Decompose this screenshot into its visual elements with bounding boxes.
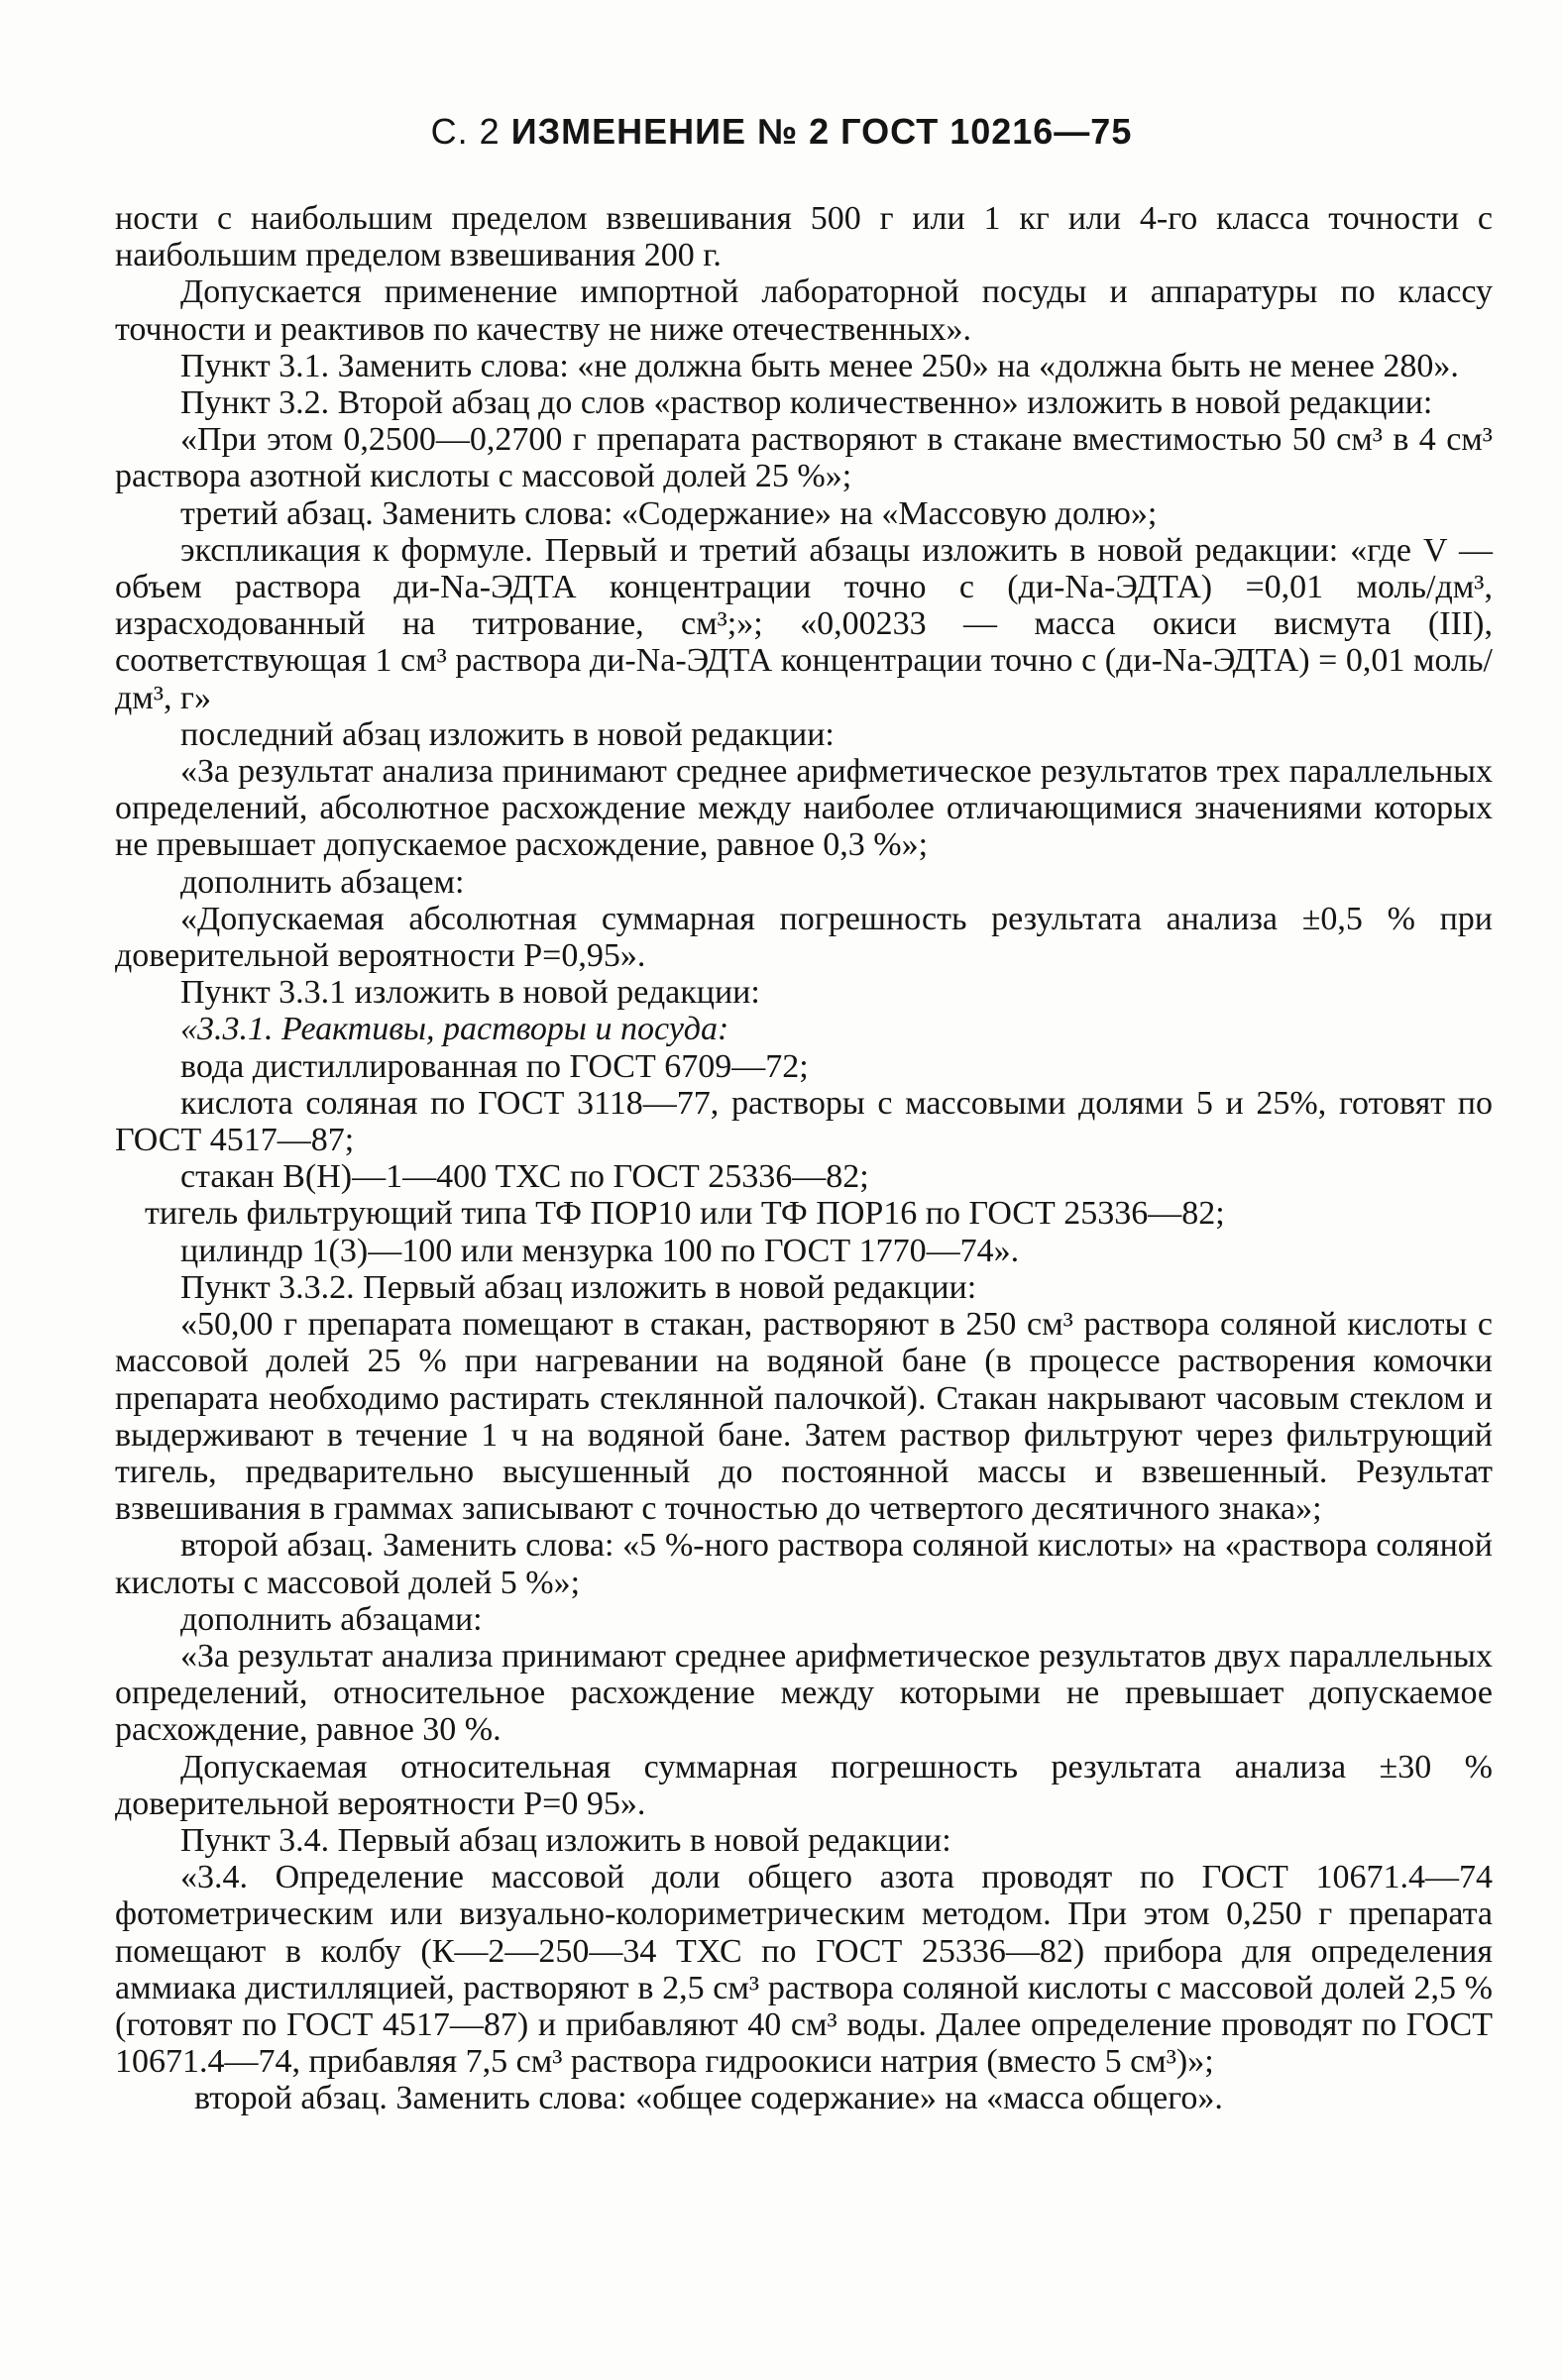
- paragraph: экспликация к формуле. Первый и третий абзацы изложить в новой редакции: «где V — объем раствора ди-Na-ЭДТА концентрации точно c (ди-Na-ЭДТА) =0,01 моль/дм³, израсходованный на титрование, см³;»; «0,00233 — масса окиси висмута (III), соответствующая 1 см³ раствора ди-Na-ЭДТА концентрации точно c (ди-Na-ЭДТА) = 0,01 моль/дм³, г»: [115, 531, 1493, 716]
- paragraph: «50,00 г препарата помещают в стакан, растворяют в 250 см³ раствора соляной кислоты с массовой долей 25 % при нагревании на водяной бане (в процессе растворения комочки препарата необходимо растирать стеклянной палочкой). Стакан накрывают часовым стеклом и выдерживают в течение 1 ч на водяной бане. Затем раствор фильтруют через фильтрующий тигель, предварительно высушенный до постоянной массы и взвешенный. Результат взвешивания в граммах записывают с точностью до четвертого десятичного знака»;: [115, 1306, 1493, 1528]
- paragraph: Допускается применение импортной лабораторной посуды и аппаратуры по классу точности и реактивов по качеству не ниже отечественных».: [115, 273, 1493, 348]
- paragraph: стакан В(Н)—1—400 ТХС по ГОСТ 25336—82;: [180, 1158, 869, 1196]
- paragraph: тигель фильтрующий типа ТФ ПОР10 или ТФ ПОР16 по ГОСТ 25336—82;: [145, 1195, 1225, 1233]
- paragraph: «3.3.1. Реактивы, растворы и посуда:: [180, 1011, 729, 1048]
- paragraph: последний абзац изложить в новой редакции:: [180, 715, 835, 753]
- paragraph: ности с наибольшим пределом взвешивания 500 г или 1 кг или 4-го класса точности с наибольшим пределом взвешивания 200 г.: [115, 200, 1493, 274]
- paragraph: «За результат анализа принимают среднее арифметическое результатов трех параллельных определений, абсолютное расхождение между наиболее отличающимися значениями которых не превышает допускаемое расхождение, равное 0,3 %»;: [115, 753, 1493, 864]
- paragraph: «За результат анализа принимают среднее арифметическое результатов двух параллельных определений, относительное расхождение между которыми не превышает допускаемое расхождение, равное 30 %.: [115, 1637, 1493, 1749]
- paragraph: Пункт 3.3.2. Первый абзац изложить в новой редакции:: [180, 1268, 977, 1306]
- page-title: ИЗМЕНЕНИЕ № 2 ГОСТ 10216—75: [510, 111, 1133, 152]
- page-header: [0, 111, 1563, 153]
- paragraph: Пункт 3.3.1 изложить в новой редакции:: [180, 974, 760, 1012]
- paragraph: второй абзац. Заменить слова: «5 %-ного раствора соляной кислоты» на «раствора соляной кислоты с массовой долей 5 %»;: [115, 1527, 1493, 1601]
- paragraph: второй абзац. Заменить слова: «общее содержание» на «масса общего».: [194, 2080, 1223, 2117]
- paragraph: Пункт 3.4. Первый абзац изложить в новой редакции:: [180, 1821, 951, 1859]
- paragraph: «Допускаемая абсолютная суммарная погрешность результата анализа ±0,5 % при доверительной вероятности P=0,95».: [115, 900, 1493, 975]
- paragraph: третий абзац. Заменить слова: «Содержание» на «Массовую долю»;: [180, 494, 1158, 532]
- paragraph: дополнить абзацами:: [180, 1600, 483, 1638]
- document-body: [115, 200, 1493, 2117]
- paragraph: дополнить абзацем:: [180, 863, 465, 901]
- paragraph: Пункт 3.1. Заменить слова: «не должна быть менее 250» на «должна быть не менее 280».: [180, 347, 1459, 384]
- paragraph: Пункт 3.2. Второй абзац до слов «раствор количественно» изложить в новой редакции:: [180, 384, 1433, 422]
- paragraph: «При этом 0,2500—0,2700 г препарата растворяют в стакане вместимостью 50 см³ в 4 см³ раствора азотной кислоты с массовой долей 25 %»;: [115, 421, 1493, 495]
- paragraph: кислота соляная по ГОСТ 3118—77, растворы с массовыми долями 5 и 25%, готовят по ГОСТ 4517—87;: [115, 1084, 1493, 1159]
- paragraph: Допускаемая относительная суммарная погрешность результата анализа ±30 % доверительной вероятности P=0 95».: [115, 1748, 1493, 1822]
- paragraph: цилиндр 1(3)—100 или мензурка 100 по ГОСТ 1770—74».: [180, 1232, 1020, 1269]
- paragraph: «3.4. Определение массовой доли общего азота проводят по ГОСТ 10671.4—74 фотометрическим или визуально-колориметрическим методом. При этом 0,250 г препарата помещают в колбу (К—2—250—34 ТХС по ГОСТ 25336—82) прибора для определения аммиака дистилляцией, растворяют в 2,5 см³ раствора соляной кислоты с массовой долей 2,5 % (готовят по ГОСТ 4517—87) и прибавляют 40 см³ воды. Далее определение проводят по ГОСТ 10671.4—74, прибавляя 7,5 см³ раствора гидроокиси натрия (вместо 5 см³)»;: [115, 1859, 1493, 2081]
- paragraph: вода дистиллированная по ГОСТ 6709—72;: [180, 1047, 809, 1085]
- page-number: С. 2: [430, 111, 501, 152]
